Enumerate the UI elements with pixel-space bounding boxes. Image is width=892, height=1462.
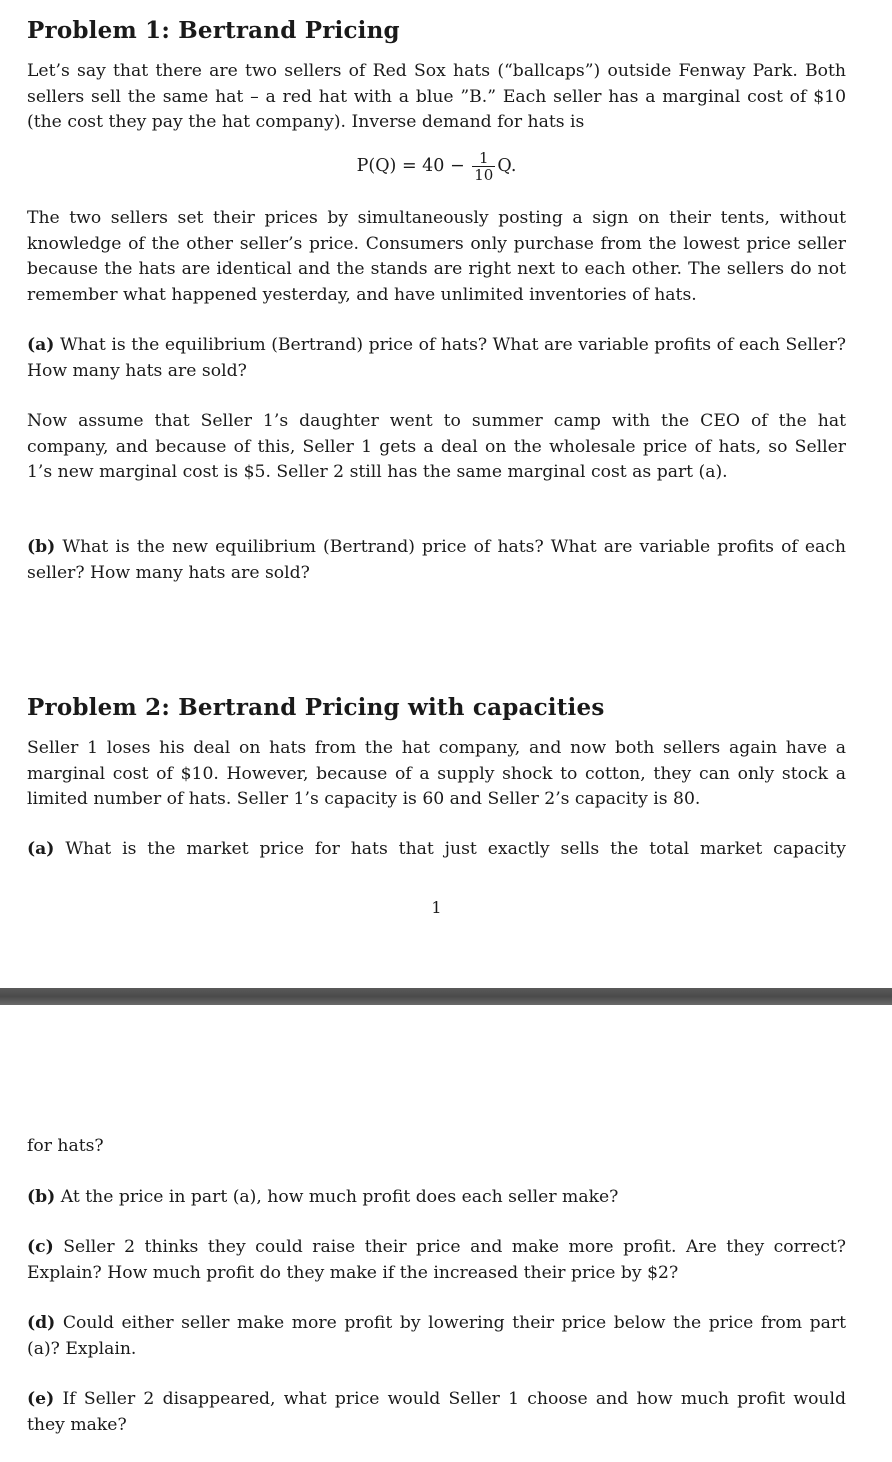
fraction-denominator: 10 xyxy=(474,166,494,184)
problem-1-scenario: Now assume that Seller 1’s daughter went to summer camp with the CEO of the hat company, and because of this, Seller 1 gets a deal on the wholesale price of hats, so Seller 1’s new marginal cost is $5. Seller 2 still has the same marginal cost as part (a). xyxy=(27,411,846,482)
question-1a xyxy=(27,333,846,384)
question-1a-label: (a) xyxy=(27,335,55,355)
question-2b xyxy=(27,1185,846,1211)
question-2d-text: Could either seller make more profit by lowering their price below the price from part (a)? Explain. xyxy=(27,1313,846,1359)
inverse-demand-equation xyxy=(27,150,846,183)
question-2e-text: If Seller 2 disappeared, what price would Seller 1 choose and how much profit would they make? xyxy=(27,1389,846,1435)
question-1b-text: What is the new equilibrium (Bertrand) price of hats? What are variable profits of each seller? How many hats are sold? xyxy=(27,537,847,583)
question-1b-label: (b) xyxy=(27,537,56,557)
page-separator xyxy=(0,988,892,1005)
problem-2-intro: Seller 1 loses his deal on hats from the hat company, and now both sellers again have a marginal cost of $10. However, because of a supply shock to cotton, they can only stock a limited number of hats. Seller 1’s capacity is 60 and Seller 2’s capacity is 80. xyxy=(27,738,846,809)
page-number: 1 xyxy=(431,898,442,917)
question-2a-label: (a) xyxy=(27,839,55,859)
problem-2-title: Problem 2: Bertrand Pricing with capacities xyxy=(27,694,605,721)
question-2e-label: (e) xyxy=(27,1389,55,1409)
problem-1-setup: The two sellers set their prices by simultaneously posting a sign on their tents, without knowledge of the other seller’s price. Consumers only purchase from the lowest price seller because the hats are identical and the stands are right next to each other. The sellers do not remember what happened yesterday, and have unlimited inventories of hats. xyxy=(27,208,846,305)
question-2d-label: (d) xyxy=(27,1313,56,1333)
question-2c-text: Seller 2 thinks they could raise their price and make more profit. Are they correct? Explain? How much profit do they make if the increased their price by $2? xyxy=(27,1237,846,1283)
question-1a-text: What is the equilibrium (Bertrand) price of hats? What are variable profits of each Seller? How many hats are sold? xyxy=(27,335,846,381)
equation-rhs: Q. xyxy=(497,156,517,176)
question-2b-text: At the price in part (a), how much profit does each seller make? xyxy=(60,1187,619,1207)
question-2b-label: (b) xyxy=(27,1187,56,1207)
problem-1-intro: Let’s say that there are two sellers of Red Sox hats (“ballcaps”) outside Fenway Park. Both sellers sell the same hat – a red hat with a blue ”B.” Each seller has a marginal cost of $10 (the cost they pay the hat company). Inverse demand for hats is xyxy=(27,61,846,132)
question-2c-label: (c) xyxy=(27,1237,54,1257)
question-2a-text: What is the market price for hats that just exactly sells the total market capacity xyxy=(65,839,846,859)
problem-1-title: Problem 1: Bertrand Pricing xyxy=(27,17,400,44)
page-2 xyxy=(0,1005,892,1462)
fraction-numerator: 1 xyxy=(472,150,495,167)
question-2c xyxy=(27,1235,846,1286)
question-2d xyxy=(27,1311,846,1362)
question-2a xyxy=(27,837,846,863)
question-2e xyxy=(27,1387,846,1438)
question-1b xyxy=(27,535,846,586)
equation-lhs: P(Q) = 40 − xyxy=(356,156,465,176)
question-2a-continuation: for hats? xyxy=(27,1136,104,1156)
equation-fraction xyxy=(472,150,495,183)
